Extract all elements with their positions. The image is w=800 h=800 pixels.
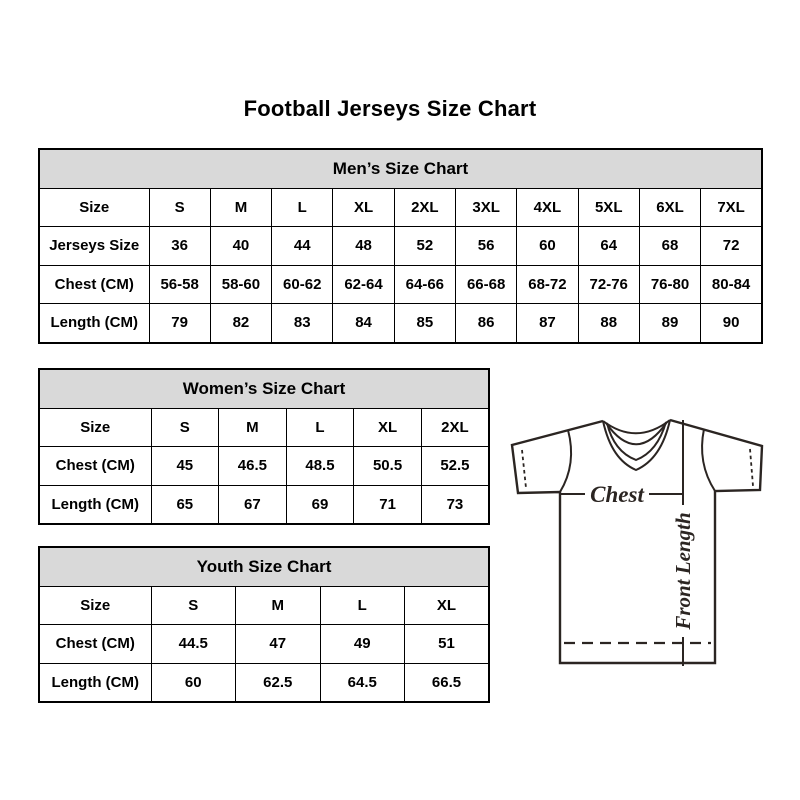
column-header: S	[151, 408, 219, 447]
cell-value: 68	[639, 227, 700, 266]
cell-value: 62-64	[333, 265, 394, 304]
cell-value: 51	[405, 625, 490, 664]
column-header: 7XL	[701, 188, 762, 227]
table-title: Men’s Size Chart	[39, 149, 762, 188]
table-row	[39, 188, 762, 227]
column-header: M	[236, 586, 321, 625]
table-title-row	[39, 369, 489, 408]
cell-value: 69	[286, 485, 354, 524]
cell-value: 60-62	[272, 265, 333, 304]
table-title: Youth Size Chart	[39, 547, 489, 586]
column-header: XL	[354, 408, 422, 447]
row-label: Chest (CM)	[39, 447, 151, 486]
cell-value: 67	[219, 485, 287, 524]
cell-value: 36	[149, 227, 210, 266]
cell-value: 66-68	[455, 265, 516, 304]
table-row	[39, 408, 489, 447]
cell-value: 72	[701, 227, 762, 266]
cell-value: 88	[578, 304, 639, 343]
cell-value: 45	[151, 447, 219, 486]
youth-size-table	[38, 546, 490, 703]
cell-value: 64-66	[394, 265, 455, 304]
row-label: Size	[39, 188, 149, 227]
cell-value: 64	[578, 227, 639, 266]
row-label: Size	[39, 408, 151, 447]
table-row	[39, 304, 762, 343]
cell-value: 68-72	[517, 265, 578, 304]
table-title-row	[39, 547, 489, 586]
cell-value: 40	[210, 227, 271, 266]
cell-value: 60	[517, 227, 578, 266]
column-header: 3XL	[455, 188, 516, 227]
cell-value: 62.5	[236, 663, 321, 702]
column-header: XL	[333, 188, 394, 227]
right-armhole-seam	[702, 429, 715, 491]
jersey-outline	[512, 420, 762, 663]
cell-value: 64.5	[320, 663, 405, 702]
cell-value: 82	[210, 304, 271, 343]
cell-value: 84	[333, 304, 394, 343]
cell-value: 86	[455, 304, 516, 343]
cell-value: 48.5	[286, 447, 354, 486]
cell-value: 47	[236, 625, 321, 664]
cell-value: 89	[639, 304, 700, 343]
table-title-row	[39, 149, 762, 188]
table-row	[39, 485, 489, 524]
cell-value: 76-80	[639, 265, 700, 304]
table-row	[39, 625, 489, 664]
cell-value: 72-76	[578, 265, 639, 304]
row-label: Chest (CM)	[39, 265, 149, 304]
cell-value: 87	[517, 304, 578, 343]
table-title: Women’s Size Chart	[39, 369, 489, 408]
table-row	[39, 227, 762, 266]
cell-value: 66.5	[405, 663, 490, 702]
cell-value: 65	[151, 485, 219, 524]
cell-value: 48	[333, 227, 394, 266]
column-header: 4XL	[517, 188, 578, 227]
cell-value: 56-58	[149, 265, 210, 304]
row-label: Size	[39, 586, 151, 625]
column-header: 5XL	[578, 188, 639, 227]
column-header: M	[210, 188, 271, 227]
cell-value: 50.5	[354, 447, 422, 486]
cell-value: 58-60	[210, 265, 271, 304]
cell-value: 85	[394, 304, 455, 343]
womens-size-table	[38, 368, 490, 525]
mens-size-table	[38, 148, 763, 344]
column-header: L	[320, 586, 405, 625]
cell-value: 83	[272, 304, 333, 343]
column-header: L	[286, 408, 354, 447]
column-header: 2XL	[394, 188, 455, 227]
chest-label: Chest	[590, 482, 644, 507]
cell-value: 44.5	[151, 625, 236, 664]
cell-value: 90	[701, 304, 762, 343]
row-label: Chest (CM)	[39, 625, 151, 664]
table-row	[39, 447, 489, 486]
cell-value: 56	[455, 227, 516, 266]
column-header: XL	[405, 586, 490, 625]
left-armhole-seam	[560, 430, 571, 492]
cell-value: 73	[421, 485, 489, 524]
column-header: S	[151, 586, 236, 625]
row-label: Length (CM)	[39, 485, 151, 524]
column-header: 2XL	[421, 408, 489, 447]
table-row	[39, 663, 489, 702]
left-cuff-stitch	[522, 450, 526, 488]
cell-value: 79	[149, 304, 210, 343]
column-header: S	[149, 188, 210, 227]
cell-value: 52	[394, 227, 455, 266]
column-header: M	[219, 408, 287, 447]
jersey-measurement-diagram	[500, 406, 772, 676]
row-label: Jerseys Size	[39, 227, 149, 266]
front-length-label: Front Length	[671, 512, 695, 630]
table-row	[39, 265, 762, 304]
column-header: L	[272, 188, 333, 227]
row-label: Length (CM)	[39, 304, 149, 343]
table-row	[39, 586, 489, 625]
cell-value: 71	[354, 485, 422, 524]
cell-value: 44	[272, 227, 333, 266]
right-cuff-stitch	[750, 449, 753, 486]
cell-value: 49	[320, 625, 405, 664]
cell-value: 60	[151, 663, 236, 702]
row-label: Length (CM)	[39, 663, 151, 702]
page-title: Football Jerseys Size Chart	[243, 96, 537, 121]
column-header: 6XL	[639, 188, 700, 227]
cell-value: 52.5	[421, 447, 489, 486]
cell-value: 46.5	[219, 447, 287, 486]
cell-value: 80-84	[701, 265, 762, 304]
